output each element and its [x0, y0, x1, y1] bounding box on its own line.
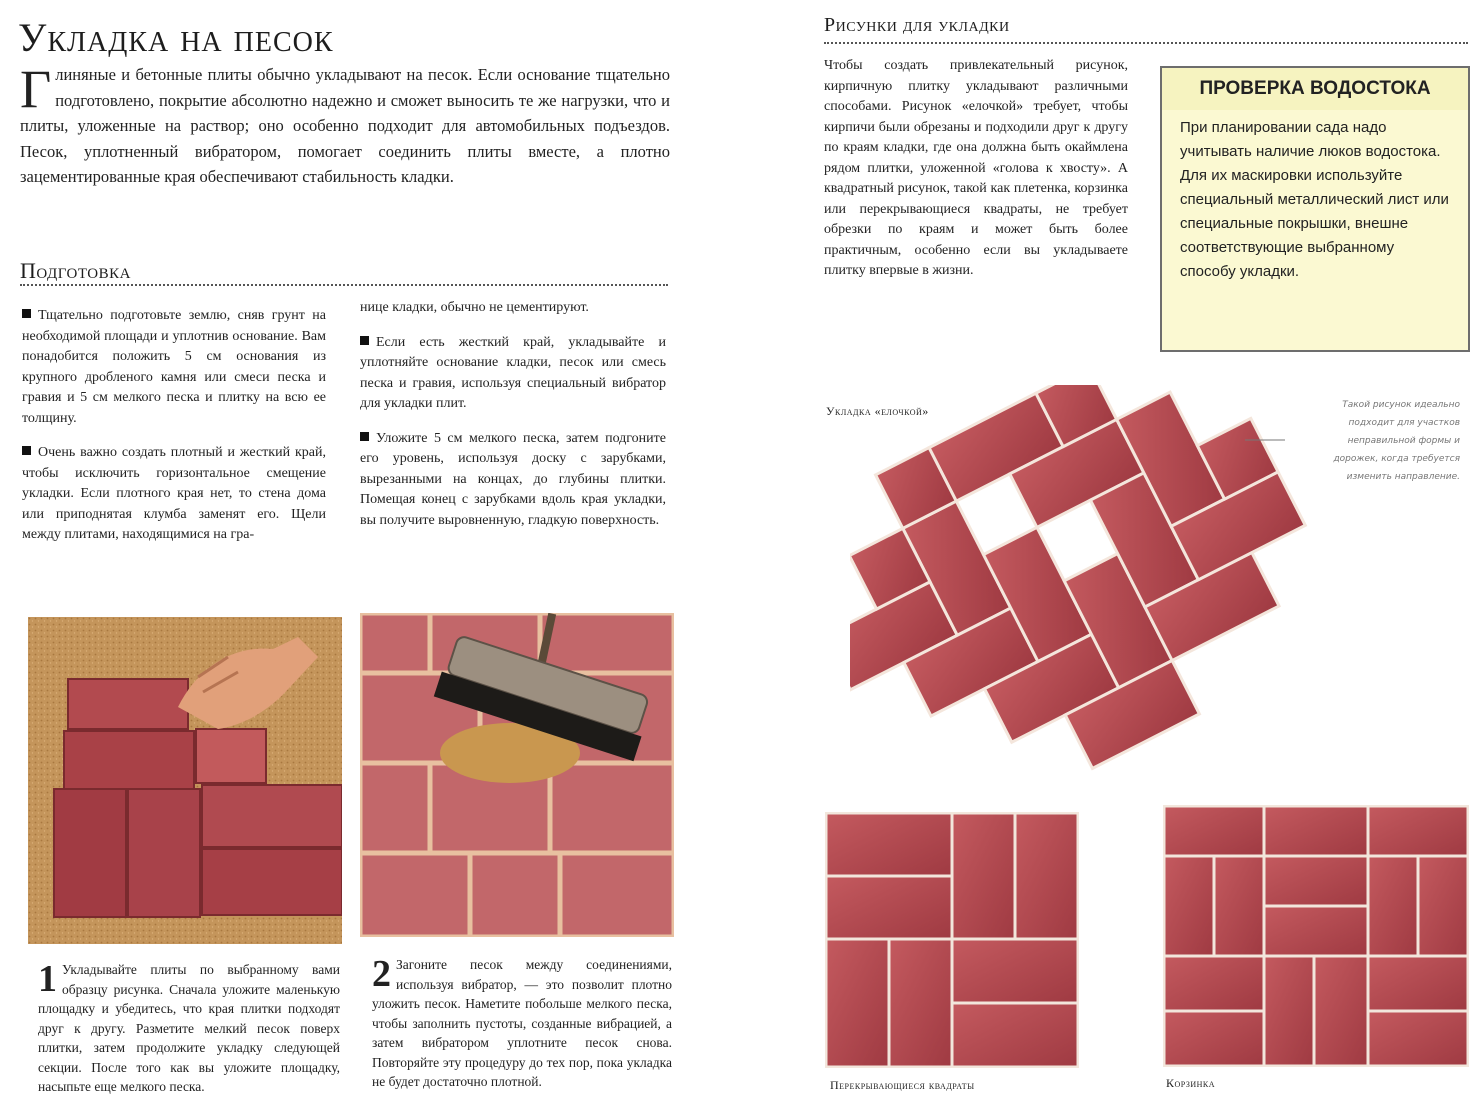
column-2: [360, 298, 666, 545]
intro-text: линяные и бетонные плиты обычно укладывают на песок. Если основание тщательно подготовлено, покрытие абсолютно надежно и сможет выносить те же нагрузки, что и плиты, уложенные на раствор; оно особенно подходит для автомобильных подъездов. Песок, уплотненный вибратором, помогает соединить плиты вместе, а плотно зацементированные края обеспечивают стабильность кладки.: [20, 65, 670, 186]
bullet-square-icon: [22, 446, 31, 455]
step-1-number: 1: [38, 958, 57, 1000]
patterns-body: Чтобы создать привлекательный рисунок, кирпичную плитку укладывают различными способами. Рисунок «елочкой» требует, чтобы кирпичи были обрезаны и подходили друг к другу по краям кладки, где она должна быть окаймлена рядом плитки, уложенной «голова к хвосту». А квадратный рисунок, такой как плетенка, корзинка или перекрывающиеся квадраты, не требует обрезки по краям и может быть более практичным, особенно если вы укладываете плитку впервые в жизни.: [824, 58, 1128, 278]
step-2-text: Загоните песок между соединениями, используя вибратор, — это позволит плотно уложить песок. Наметите побольше мелкого песка, чтобы заполнить пустоты, созданные вибрацией, а затем вибратором уплотните песок снова. Повторяйте эту процедуру до тех пор, пока укладка не будет достаточно плотной.: [372, 957, 672, 1089]
bullet-square-icon: [360, 432, 369, 441]
drainage-box-title: ПРОВЕРКА ВОДОСТОКА: [1160, 66, 1470, 112]
list-item: Если есть жесткий край, укладывайте и уплотняйте основание кладки, песок или смесь песка и гравия, используя специальный вибратор для укладки плит.: [360, 334, 666, 411]
overlapping-squares-caption: Перекрывающиеся квадраты: [830, 1078, 975, 1092]
step-2-caption: [372, 955, 672, 1092]
column-1: [22, 306, 326, 560]
step-2-number: 2: [372, 953, 391, 995]
intro-dropcap: Г: [20, 59, 52, 119]
step-1-caption: [38, 960, 340, 1097]
bullet-square-icon: [360, 336, 369, 345]
list-item: нице кладки, обычно не цементируют.: [360, 300, 589, 315]
intro-paragraph: [20, 59, 670, 190]
herringbone-caption: Укладка «елочкой»: [826, 404, 929, 418]
page-title: Укладка на песок: [18, 15, 334, 60]
basket-pattern-image: [1163, 805, 1469, 1067]
list-item: Тщательно подготовьте землю, сняв грунт на необходимой площади и уплотнив основание. Вам понадобится положить 5 см основания из крупного дробленого камня или смеси песка и гравия и 5 см мелкого песка и плитку на всю ее толщину.: [22, 308, 326, 426]
list-item: Уложите 5 см мелкого песка, затем подгоните его уровень, используя доску с зарубками, вырезанными на концах, до глубины плитки. Помещая конец с зарубками вдоль края укладки, вы получите выровненную, гладкую поверхность.: [360, 430, 666, 528]
section-title-preparation: Подготовка: [20, 258, 131, 283]
photo-laying-bricks: [28, 617, 342, 944]
step-1-text: Укладывайте плиты по выбранному вами образцу рисунка. Сначала уложите маленькую площадку и убедитесь, что края плитки подходят друг к другу. Разметите мелкий песок поверх плитки, затем продолжите укладку следующей секции. После того как вы уложите площадку, насыпьте еще мелкого песка.: [38, 962, 340, 1094]
overlapping-squares-pattern-image: [825, 812, 1079, 1068]
drainage-box-text: При планировании сада надо учитывать наличие люков водостока. Для их маскировки используйте специальный металлический лист или специальные покрышки, внешне соответствующие выбранному способу укладки.: [1180, 119, 1449, 280]
section-title-patterns: Рисунки для укладки: [824, 14, 1010, 36]
section-divider-right: [824, 42, 1468, 44]
list-item: Очень важно создать плотный и жесткий край, чтобы исключить горизонтальное смещение укладки. Если плотного края нет, то стена дома или приподнятая клумба заменят его. Щели между плитами, находящимися на гра-: [22, 445, 326, 542]
section-divider: [20, 284, 668, 286]
herringbone-annotation: Такой рисунок идеально подходит для участков неправильной формы и дорожек, когда требуется изменить направление.: [1333, 400, 1460, 482]
photo-sweeping-sand: [360, 613, 674, 937]
bullet-square-icon: [22, 309, 31, 318]
basket-caption: Корзинка: [1166, 1076, 1216, 1090]
herringbone-pattern-image: [850, 385, 1350, 780]
